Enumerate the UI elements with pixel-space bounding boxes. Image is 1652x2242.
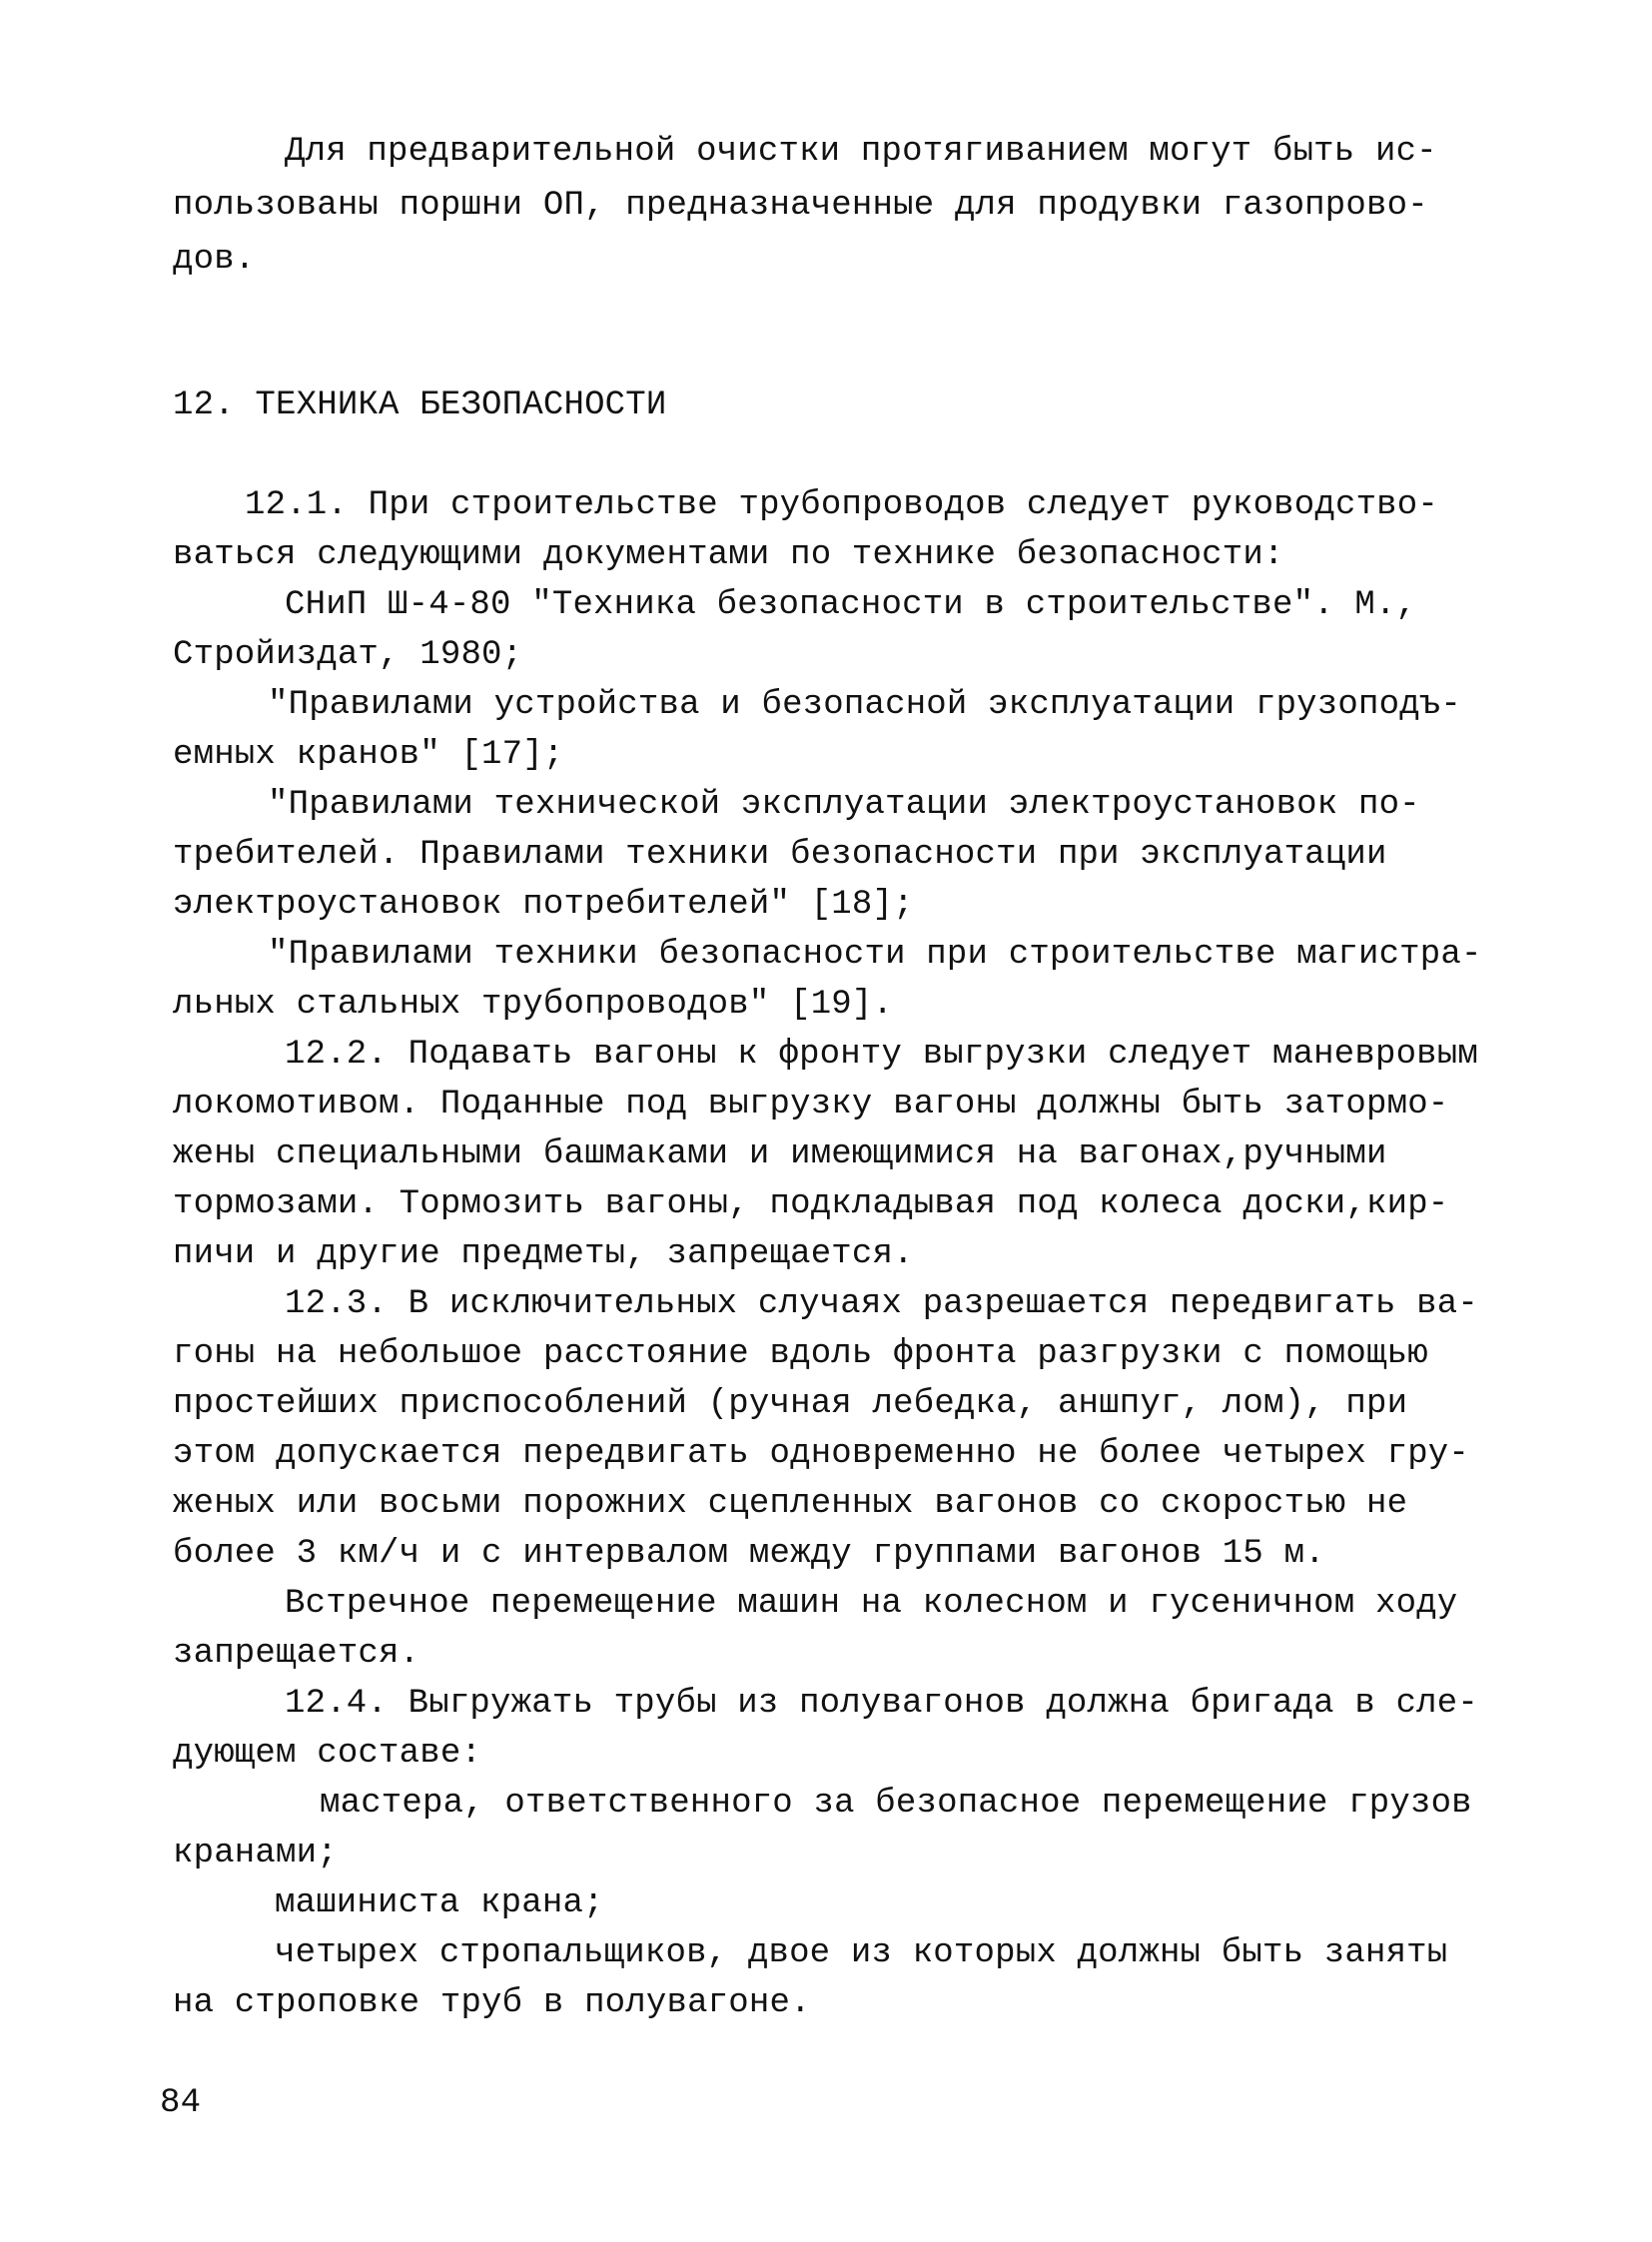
paragraph-line: 12.1. При строительстве трубопроводов следует руководство- xyxy=(245,486,1438,524)
paragraph-line: этом допускается передвигать одновременно не более четырех гру- xyxy=(173,1435,1470,1473)
paragraph-line: простейших приспособлений (ручная лебедка, аншпуг, лом), при xyxy=(173,1385,1408,1423)
paragraph-line: машиниста крана; xyxy=(275,1884,604,1922)
paragraph-line: 12.3. В исключительных случаях разрешается передвигать ва- xyxy=(285,1285,1478,1323)
section-heading: 12. ТЕХНИКА БЕЗОПАСНОСТИ xyxy=(173,386,667,424)
paragraph-line: Встречное перемещение машин на колесном и гусеничном ходу xyxy=(285,1585,1458,1623)
paragraph-line: жены специальными башмаками и имеющимися на вагонах,ручными xyxy=(173,1135,1387,1173)
paragraph-line: гоны на небольшое расстояние вдоль фронта разгрузки с помощью xyxy=(173,1335,1428,1373)
paragraph-line: "Правилами устройства и безопасной эксплуатации грузоподъ- xyxy=(268,686,1461,724)
paragraph-line: 12.2. Подавать вагоны к фронту выгрузки следует маневровым xyxy=(285,1036,1478,1074)
paragraph-line: локомотивом. Поданные под выгрузку вагоны должны быть затормо- xyxy=(173,1086,1449,1123)
body-line: дов. xyxy=(173,241,256,279)
paragraph-line: кранами; xyxy=(173,1835,338,1872)
paragraph-line: дующем составе: xyxy=(173,1735,482,1773)
paragraph-line: "Правилами технической эксплуатации электроустановок по- xyxy=(268,786,1420,824)
paragraph-line: СНиП Ш-4-80 "Техника безопасности в строительстве". М., xyxy=(285,586,1417,624)
body-line: пользованы поршни ОП, предназначенные для продувки газопрово- xyxy=(173,187,1428,225)
paragraph-line: Стройиздат, 1980; xyxy=(173,636,523,674)
paragraph-line: на строповке труб в полувагоне. xyxy=(173,1984,811,2022)
paragraph-line: требителей. Правилами техники безопасности при эксплуатации xyxy=(173,836,1387,874)
paragraph-line: тормозами. Тормозить вагоны, подкладывая под колеса доски,кир- xyxy=(173,1185,1449,1223)
paragraph-line: льных стальных трубопроводов" [19]. xyxy=(173,986,894,1024)
page-number: 84 xyxy=(160,2084,202,2122)
paragraph-line: емных кранов" [17]; xyxy=(173,736,564,774)
paragraph-line: "Правилами техники безопасности при строительстве магистра- xyxy=(268,936,1482,974)
paragraph-line: запрещается. xyxy=(173,1635,420,1673)
paragraph-line: электроустановок потребителей" [18]; xyxy=(173,886,914,924)
paragraph-line: четырех стропальщиков, двое из которых должны быть заняты xyxy=(275,1934,1448,1972)
paragraph-line: пичи и другие предметы, запрещается. xyxy=(173,1235,914,1273)
body-line: Для предварительной очистки протягиванием могут быть ис- xyxy=(285,133,1437,171)
paragraph-line: мастера, ответственного за безопасное перемещение грузов xyxy=(320,1785,1472,1823)
paragraph-line: более 3 км/ч и с интервалом между группами вагонов 15 м. xyxy=(173,1535,1325,1573)
paragraph-line: женых или восьми порожних сцепленных вагонов со скоростью не xyxy=(173,1485,1408,1523)
paragraph-line: 12.4. Выгружать трубы из полувагонов должна бригада в сле- xyxy=(285,1685,1478,1723)
paragraph-line: ваться следующими документами по технике безопасности: xyxy=(173,536,1284,574)
